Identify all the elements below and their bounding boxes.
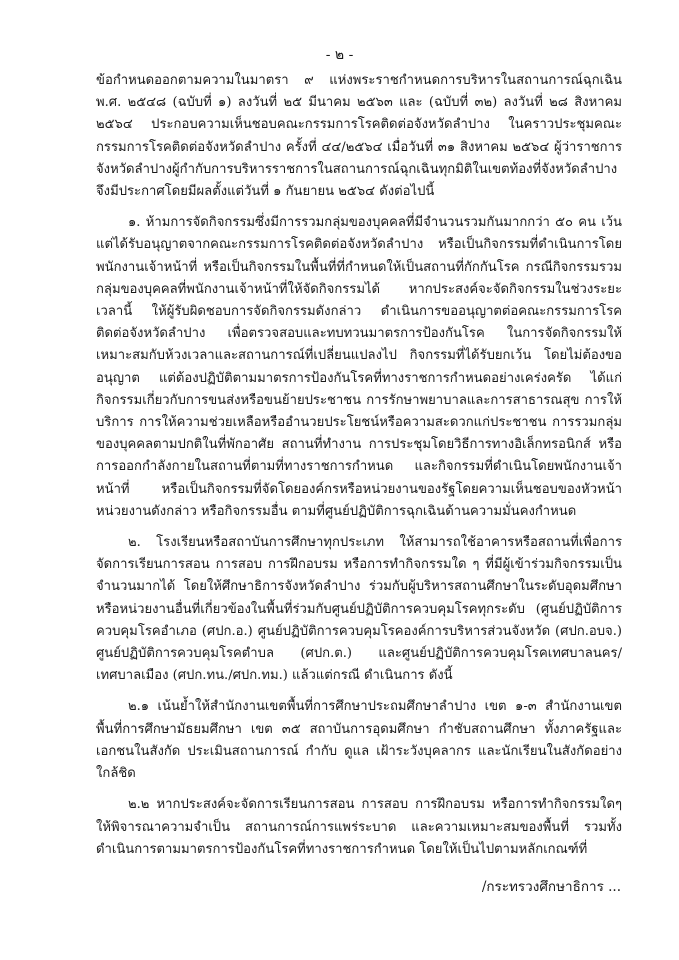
continued-on-next-page: /กระทรวงศึกษาธิการ ... [481,879,621,895]
clause-2-2-paragraph: ๒.๒ หากประสงค์จะจัดการเรียนการสอน การสอบ การฝึกอบรม หรือการทำกิจกรรมใดๆ ให้พิจารณาความจำเป็น สถานการณ์การแพร่ระบาด และความเหมาะสมของพื้นที่ รวมทั้งดำเนินการตามมาตรการป้องกันโรคที่ทางราชการกำหนด โดยให้เป็นไปตามหลักเกณฑ์ที่ [96,797,622,857]
clause-2-paragraph: ๒. โรงเรียนหรือสถาบันการศึกษาทุกประเภท ให้สามารถใช้อาคารหรือสถานที่เพื่อการจัดการเรียนการสอน การสอบ การฝึกอบรม หรือการทำกิจกรรมใด ๆ ที่มีผู้เข้าร่วมกิจกรรมเป็นจำนวนมากได้ โดยให้ศึกษาธิการจังหวัดลำปาง ร่วมกับผู้บริหารสถานศึกษาในระดับอุดมศึกษา หรือหน่วยงานอื่นที่เกี่ยวข้องในพื้นที่ร่วมกับศูนย์ปฏิบัติการควบคุมโรคทุกระดับ (ศูนย์ปฏิบัติการควบคุมโรคอำเภอ (ศปก.อ.) ศูนย์ปฏิบัติการควบคุมโรคองค์การบริหารส่วนจังหวัด (ศปก.อบจ.) ศูนย์ปฏิบัติการควบคุมโรคตำบล (ศปก.ต.) และศูนย์ปฏิบัติการควบคุมโรคเทศบาลนคร/เทศบาลเมือง (ศปก.ทน./ศปก.ทม.) แล้วแต่กรณี ดำเนินการ ดังนี้ [96,535,622,684]
document-body [96,70,622,861]
clause-2-1-paragraph: ๒.๑ เน้นย้ำให้สำนักงานเขตพื้นที่การศึกษาประถมศึกษาลำปาง เขต ๑-๓ สำนักงานเขตพื้นที่การศึกษามัธยมศึกษา เขต ๓๕ สถาบันการอุดมศึกษา กำชับสถานศึกษา ทั้งภาครัฐและเอกชนในสังกัด ประเมินสถานการณ์ กำกับ ดูแล เฝ้าระวังบุคลากร และนักเรียนในสังกัดอย่างใกล้ชิด [96,699,622,782]
clause-1-paragraph: ๑. ห้ามการจัดกิจกรรมซึ่งมีการรวมกลุ่มของบุคคลที่มีจำนวนรวมกันมากกว่า ๕๐ คน เว้นแต่ได้รับอนุญาตจากคณะกรรมการโรคติดต่อจังหวัดลำปาง หรือเป็นกิจกรรมที่ดำเนินการโดยพนักงานเจ้าหน้าที่ หรือเป็นกิจกรรมในพื้นที่ที่กำหนดให้เป็นสถานที่กักกันโรค กรณีกิจกรรมรวมกลุ่มของบุคคลที่พนักงานเจ้าหน้าที่ให้จัดกิจกรรมได้ หากประสงค์จะจัดกิจกรรมในช่วงระยะเวลานี้ ให้ผู้รับผิดชอบการจัดกิจกรรมดังกล่าว ดำเนินการขออนุญาตต่อคณะกรรมการโรคติดต่อจังหวัดลำปาง เพื่อตรวจสอบและทบทวนมาตรการป้องกันโรค ในการจัดกิจกรรมให้เหมาะสมกับห้วงเวลาและสถานการณ์ที่เปลี่ยนแปลงไป กิจกรรมที่ได้รับยกเว้น โดยไม่ต้องขออนุญาต แต่ต้องปฏิบัติตามมาตรการป้องกันโรคที่ทางราชการกำหนดอย่างเคร่งครัด ได้แก่ กิจกรรมเกี่ยวกับการขนส่งหรือขนย้ายประชาชน การรักษาพยาบาลและการสาธารณสุข การให้บริการ การให้ความช่วยเหลือหรืออำนวยประโยชน์หรือความสะดวกแก่ประชาชน การรวมกลุ่มของบุคคลตามปกติในที่พักอาศัย สถานที่ทำงาน การประชุมโดยวิธีการทางอิเล็กทรอนิกส์ หรือการออกกำลังกายในสถานที่ตามที่ทางราชการกำหนด และกิจกรรมที่ดำเนินโดยพนักงานเจ้าหน้าที่ หรือเป็นกิจกรรมที่จัดโดยองค์กรหรือหน่วยงานของรัฐโดยความเห็นชอบของหัวหน้าหน่วยงานดังกล่าว หรือกิจกรรมอื่น ตามที่ศูนย์ปฏิบัติการฉุกเฉินด้านความมั่นคงกำหนด [96,215,622,519]
intro-paragraph: ข้อกำหนดออกตามความในมาตรา ๙ แห่งพระราชกำหนดการบริหารในสถานการณ์ฉุกเฉิน พ.ศ. ๒๕๔๘ (ฉบับที่ ๑) ลงวันที่ ๒๕ มีนาคม ๒๕๖๓ และ (ฉบับที่ ๓๒) ลงวันที่ ๒๘ สิงหาคม ๒๕๖๔ ประกอบความเห็นชอบคณะกรรมการโรคติดต่อจังหวัดลำปาง ในคราวประชุมคณะกรรมการโรคติดต่อจังหวัดลำปาง ครั้งที่ ๔๔/๒๕๖๔ เมื่อวันที่ ๓๑ สิงหาคม ๒๕๖๔ ผู้ว่าราชการจังหวัดลำปางผู้กำกับการบริหารราชการในสถานการณ์ฉุกเฉินทุกมิติในเขตท้องที่จังหวัดลำปาง จึงมีประกาศโดยมีผลตั้งแต่วันที่ ๑ กันยายน ๒๕๖๔ ดังต่อไปนี้ [96,73,622,200]
page-number: - ๒ - [325,47,354,63]
